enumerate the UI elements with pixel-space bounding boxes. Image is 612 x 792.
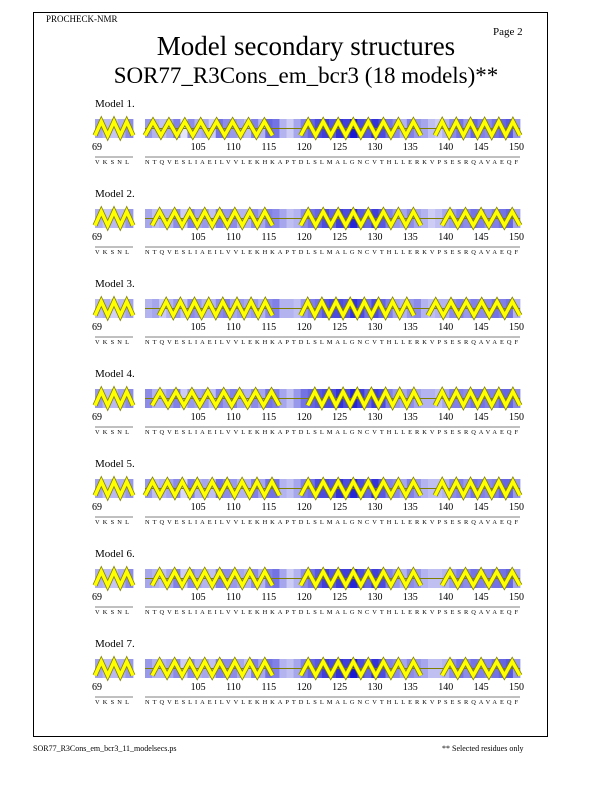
start-residue-number: 69 — [92, 412, 102, 423]
residue-tick-label: 115 — [261, 232, 277, 243]
residue-tick-label: 110 — [226, 682, 241, 693]
model-label: Model 5. — [95, 458, 135, 470]
residue-tick-label: 115 — [261, 412, 277, 423]
residue-tick-label: 110 — [226, 502, 241, 513]
sequence-segment-2: NTQVESLIAEILVVLEKHKAPTDLSLMALGNCVTHLLERKVPSESRQAVAEQF — [145, 519, 518, 526]
residue-tick-label: 140 — [438, 502, 454, 513]
sequence-segment-1: VKSNL — [95, 339, 129, 346]
residue-tick-label: 110 — [226, 322, 241, 333]
residue-tick-label: 120 — [296, 232, 312, 243]
model-label: Model 2. — [95, 188, 135, 200]
residue-tick-label: 150 — [509, 232, 524, 243]
residue-tick-label: 125 — [332, 502, 348, 513]
residue-tick-label: 105 — [190, 682, 206, 693]
residue-tick-label: 125 — [332, 322, 348, 333]
residue-tick-label: 125 — [332, 412, 348, 423]
program-name: PROCHECK-NMR — [46, 14, 118, 24]
page-title: Model secondary structures — [156, 31, 456, 61]
residue-tick-label: 120 — [296, 592, 312, 603]
residue-tick-label: 135 — [402, 502, 418, 513]
residue-tick-label: 145 — [473, 682, 489, 693]
residue-tick-label: 105 — [190, 322, 206, 333]
residue-tick-label: 150 — [509, 142, 524, 153]
residue-tick-label: 115 — [261, 682, 277, 693]
start-residue-number: 69 — [92, 592, 102, 603]
residue-tick-label: 125 — [332, 142, 348, 153]
residue-tick-label: 140 — [438, 592, 454, 603]
sequence-segment-1: VKSNL — [95, 699, 129, 706]
residue-tick-label: 145 — [473, 142, 489, 153]
page-subtitle: SOR77_R3Cons_em_bcr3 (18 models)** — [113, 63, 499, 88]
model-label: Model 3. — [95, 278, 135, 290]
start-residue-number: 69 — [92, 142, 102, 153]
model-label: Model 1. — [95, 98, 135, 110]
residue-tick-label: 130 — [367, 502, 383, 513]
residue-tick-label: 140 — [438, 142, 454, 153]
residue-tick-label: 130 — [367, 232, 383, 243]
model-label: Model 7. — [95, 638, 135, 650]
residue-tick-label: 135 — [402, 142, 418, 153]
residue-tick-label: 135 — [402, 412, 418, 423]
sequence-segment-2: NTQVESLIAEILVVLEKHKAPTDLSLMALGNCVTHLLERKVPSESRQAVAEQF — [145, 699, 518, 706]
residue-tick-label: 130 — [367, 142, 383, 153]
start-residue-number: 69 — [92, 232, 102, 243]
model-label: Model 6. — [95, 548, 135, 560]
residue-tick-label: 140 — [438, 412, 454, 423]
start-residue-number: 69 — [92, 502, 102, 513]
residue-tick-label: 140 — [438, 322, 454, 333]
residue-tick-label: 125 — [332, 592, 348, 603]
sequence-segment-1: VKSNL — [95, 519, 129, 526]
residue-tick-label: 150 — [509, 322, 524, 333]
residue-tick-label: 135 — [402, 232, 418, 243]
residue-tick-label: 110 — [226, 232, 241, 243]
residue-tick-label: 130 — [367, 412, 383, 423]
residue-tick-label: 120 — [296, 682, 312, 693]
residue-tick-label: 110 — [226, 142, 241, 153]
residue-tick-label: 105 — [190, 232, 206, 243]
sequence-segment-1: VKSNL — [95, 609, 129, 616]
residue-tick-label: 120 — [296, 412, 312, 423]
residue-tick-label: 130 — [367, 322, 383, 333]
sequence-segment-2: NTQVESLIAEILVVLEKHKAPTDLSLMALGNCVTHLLERKVPSESRQAVAEQF — [145, 429, 518, 436]
residue-tick-label: 105 — [190, 142, 206, 153]
residue-tick-label: 115 — [261, 322, 277, 333]
residue-tick-label: 110 — [226, 412, 241, 423]
residue-tick-label: 125 — [332, 682, 348, 693]
residue-tick-label: 140 — [438, 682, 454, 693]
page-number: Page 2 — [493, 26, 523, 38]
residue-tick-label: 145 — [473, 592, 489, 603]
residue-tick-label: 130 — [367, 682, 383, 693]
residue-tick-label: 150 — [509, 412, 524, 423]
residue-tick-label: 140 — [438, 232, 454, 243]
residue-tick-label: 105 — [190, 412, 206, 423]
footer-filename: SOR77_R3Cons_em_bcr3_11_modelsecs.ps — [33, 744, 177, 753]
residue-tick-label: 120 — [296, 322, 312, 333]
residue-tick-label: 120 — [296, 142, 312, 153]
residue-tick-label: 135 — [402, 592, 418, 603]
residue-tick-label: 105 — [190, 592, 206, 603]
residue-tick-label: 105 — [190, 502, 206, 513]
residue-tick-label: 145 — [473, 232, 489, 243]
residue-tick-label: 125 — [332, 232, 348, 243]
residue-tick-label: 115 — [261, 142, 277, 153]
residue-tick-label: 135 — [402, 322, 418, 333]
residue-tick-label: 150 — [509, 682, 524, 693]
residue-tick-label: 115 — [261, 592, 277, 603]
sequence-segment-2: NTQVESLIAEILVVLEKHKAPTDLSLMALGNCVTHLLERKVPSESRQAVAEQF — [145, 339, 518, 346]
residue-tick-label: 120 — [296, 502, 312, 513]
residue-tick-label: 145 — [473, 322, 489, 333]
residue-tick-label: 110 — [226, 592, 241, 603]
residue-tick-label: 150 — [509, 502, 524, 513]
residue-tick-label: 135 — [402, 682, 418, 693]
start-residue-number: 69 — [92, 322, 102, 333]
start-residue-number: 69 — [92, 682, 102, 693]
model-label: Model 4. — [95, 368, 135, 380]
residue-tick-label: 145 — [473, 502, 489, 513]
sequence-segment-1: VKSNL — [95, 429, 129, 436]
residue-tick-label: 145 — [473, 412, 489, 423]
sequence-segment-2: NTQVESLIAEILVVLEKHKAPTDLSLMALGNCVTHLLERKVPSESRQAVAEQF — [145, 249, 518, 256]
sequence-segment-2: NTQVESLIAEILVVLEKHKAPTDLSLMALGNCVTHLLERKVPSESRQAVAEQF — [145, 609, 518, 616]
residue-tick-label: 150 — [509, 592, 524, 603]
residue-tick-label: 115 — [261, 502, 277, 513]
sequence-segment-2: NTQVESLIAEILVVLEKHKAPTDLSLMALGNCVTHLLERKVPSESRQAVAEQF — [145, 159, 518, 166]
sequence-segment-1: VKSNL — [95, 159, 129, 166]
residue-tick-label: 130 — [367, 592, 383, 603]
sequence-segment-1: VKSNL — [95, 249, 129, 256]
footer-note: ** Selected residues only — [442, 744, 524, 753]
